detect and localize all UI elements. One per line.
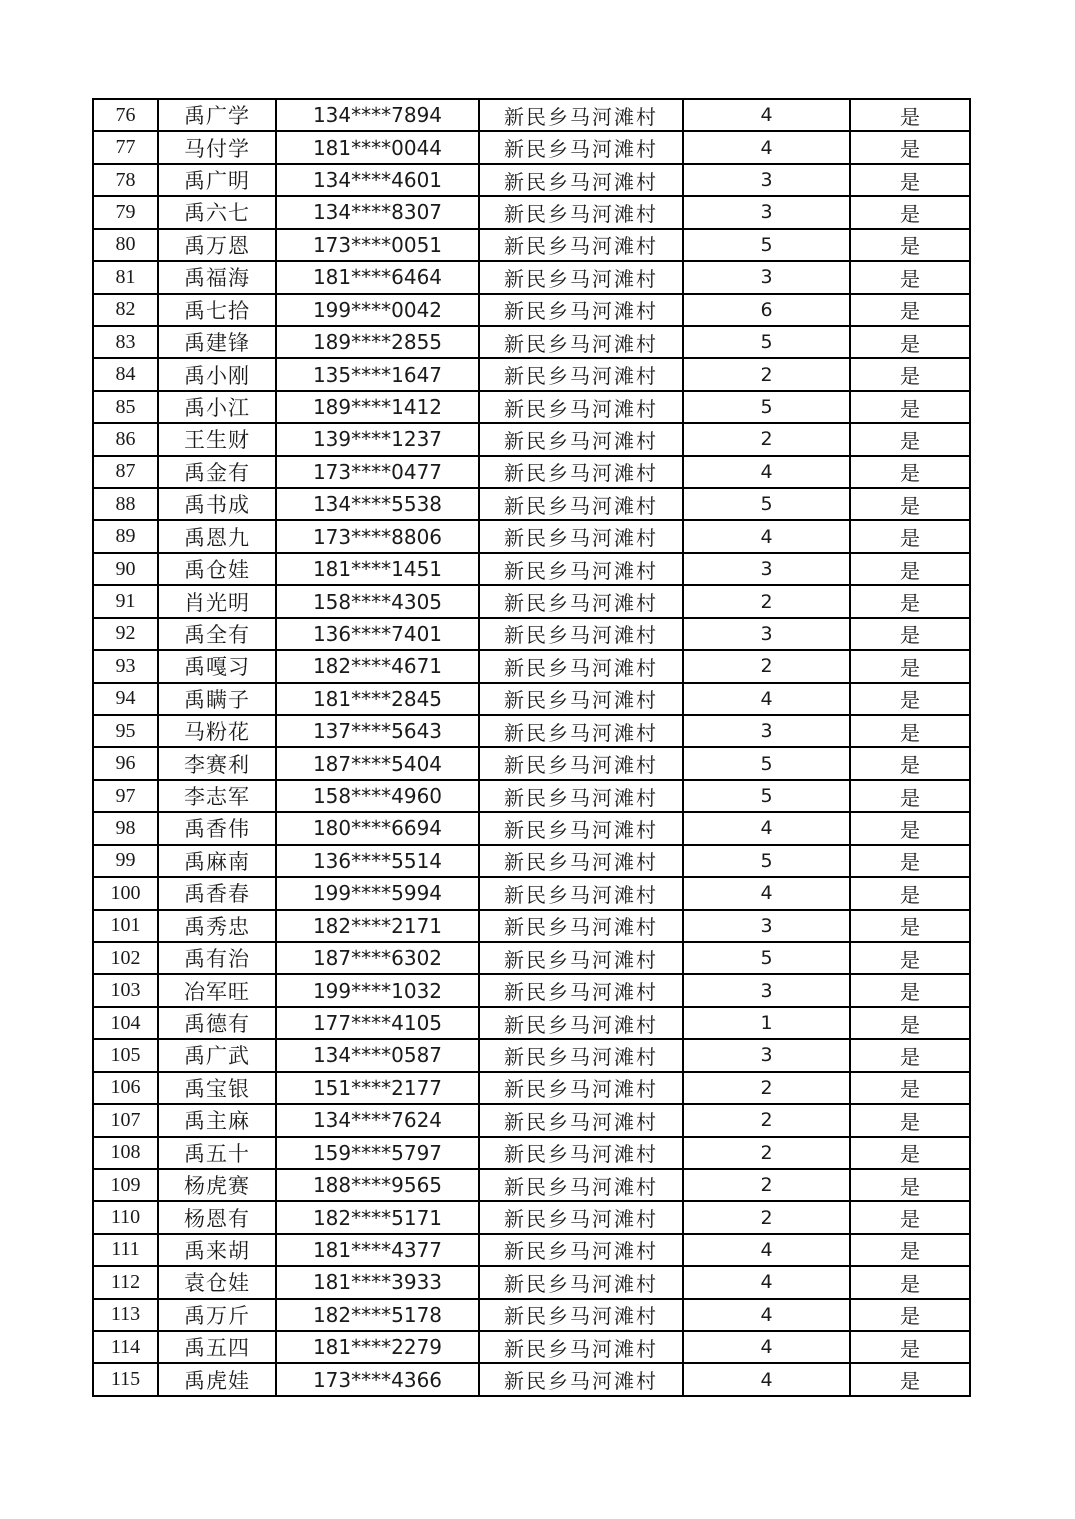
row-number-cell: 91 bbox=[93, 585, 158, 617]
row-number-cell: 87 bbox=[93, 456, 158, 488]
row-number-cell: 77 bbox=[93, 131, 158, 163]
phone-cell: 199****5994 bbox=[276, 877, 479, 909]
confirmed-cell: 是 bbox=[850, 326, 970, 358]
phone-cell: 182****5178 bbox=[276, 1299, 479, 1331]
row-number-cell: 109 bbox=[93, 1169, 158, 1201]
phone-cell: 134****0587 bbox=[276, 1039, 479, 1071]
village-cell: 新民乡马河滩村 bbox=[479, 715, 683, 747]
village-cell: 新民乡马河滩村 bbox=[479, 164, 683, 196]
row-number-cell: 113 bbox=[93, 1299, 158, 1331]
table-row bbox=[93, 1266, 970, 1298]
confirmed-cell: 是 bbox=[850, 650, 970, 682]
table-row bbox=[93, 488, 970, 520]
row-number-cell: 82 bbox=[93, 294, 158, 326]
confirmed-cell: 是 bbox=[850, 423, 970, 455]
table-row bbox=[93, 294, 970, 326]
phone-cell: 134****8307 bbox=[276, 196, 479, 228]
row-number-cell: 83 bbox=[93, 326, 158, 358]
phone-cell: 173****0051 bbox=[276, 229, 479, 261]
table-row bbox=[93, 99, 970, 131]
name-cell: 禹六七 bbox=[158, 196, 276, 228]
phone-cell: 137****5643 bbox=[276, 715, 479, 747]
table-row bbox=[93, 942, 970, 974]
row-number-cell: 93 bbox=[93, 650, 158, 682]
phone-cell: 136****7401 bbox=[276, 618, 479, 650]
confirmed-cell: 是 bbox=[850, 1234, 970, 1266]
confirmed-cell: 是 bbox=[850, 261, 970, 293]
name-cell: 禹金有 bbox=[158, 456, 276, 488]
household-size-cell: 5 bbox=[683, 942, 850, 974]
household-size-cell: 2 bbox=[683, 585, 850, 617]
phone-cell: 159****5797 bbox=[276, 1137, 479, 1169]
confirmed-cell: 是 bbox=[850, 812, 970, 844]
name-cell: 禹嘎习 bbox=[158, 650, 276, 682]
name-cell: 禹恩九 bbox=[158, 520, 276, 552]
confirmed-cell: 是 bbox=[850, 974, 970, 1006]
household-size-cell: 2 bbox=[683, 650, 850, 682]
household-size-cell: 5 bbox=[683, 780, 850, 812]
phone-cell: 199****1032 bbox=[276, 974, 479, 1006]
phone-cell: 181****1451 bbox=[276, 553, 479, 585]
name-cell: 禹瞒子 bbox=[158, 683, 276, 715]
phone-cell: 181****4377 bbox=[276, 1234, 479, 1266]
household-size-cell: 4 bbox=[683, 456, 850, 488]
table-row bbox=[93, 1201, 970, 1233]
village-cell: 新民乡马河滩村 bbox=[479, 326, 683, 358]
phone-cell: 134****7624 bbox=[276, 1104, 479, 1136]
village-cell: 新民乡马河滩村 bbox=[479, 520, 683, 552]
name-cell: 杨恩有 bbox=[158, 1201, 276, 1233]
confirmed-cell: 是 bbox=[850, 229, 970, 261]
confirmed-cell: 是 bbox=[850, 99, 970, 131]
name-cell: 袁仓娃 bbox=[158, 1266, 276, 1298]
name-cell: 冶军旺 bbox=[158, 974, 276, 1006]
table-row bbox=[93, 261, 970, 293]
confirmed-cell: 是 bbox=[850, 942, 970, 974]
table-row bbox=[93, 780, 970, 812]
confirmed-cell: 是 bbox=[850, 456, 970, 488]
table-row bbox=[93, 845, 970, 877]
village-cell: 新民乡马河滩村 bbox=[479, 99, 683, 131]
name-cell: 禹万恩 bbox=[158, 229, 276, 261]
table-row bbox=[93, 1137, 970, 1169]
row-number-cell: 90 bbox=[93, 553, 158, 585]
phone-cell: 188****9565 bbox=[276, 1169, 479, 1201]
confirmed-cell: 是 bbox=[850, 488, 970, 520]
resident-roster-table bbox=[92, 98, 971, 1397]
name-cell: 禹广明 bbox=[158, 164, 276, 196]
row-number-cell: 108 bbox=[93, 1137, 158, 1169]
table-row bbox=[93, 326, 970, 358]
phone-cell: 151****2177 bbox=[276, 1072, 479, 1104]
row-number-cell: 101 bbox=[93, 910, 158, 942]
confirmed-cell: 是 bbox=[850, 196, 970, 228]
table-row bbox=[93, 618, 970, 650]
village-cell: 新民乡马河滩村 bbox=[479, 423, 683, 455]
confirmed-cell: 是 bbox=[850, 1363, 970, 1396]
confirmed-cell: 是 bbox=[850, 1137, 970, 1169]
household-size-cell: 2 bbox=[683, 358, 850, 390]
household-size-cell: 3 bbox=[683, 196, 850, 228]
confirmed-cell: 是 bbox=[850, 294, 970, 326]
row-number-cell: 76 bbox=[93, 99, 158, 131]
confirmed-cell: 是 bbox=[850, 131, 970, 163]
phone-cell: 189****2855 bbox=[276, 326, 479, 358]
household-size-cell: 4 bbox=[683, 99, 850, 131]
table-row bbox=[93, 1072, 970, 1104]
phone-cell: 182****2171 bbox=[276, 910, 479, 942]
table-row bbox=[93, 520, 970, 552]
phone-cell: 139****1237 bbox=[276, 423, 479, 455]
phone-cell: 173****8806 bbox=[276, 520, 479, 552]
village-cell: 新民乡马河滩村 bbox=[479, 650, 683, 682]
phone-cell: 173****4366 bbox=[276, 1363, 479, 1396]
phone-cell: 187****5404 bbox=[276, 747, 479, 779]
household-size-cell: 3 bbox=[683, 164, 850, 196]
name-cell: 李志军 bbox=[158, 780, 276, 812]
confirmed-cell: 是 bbox=[850, 780, 970, 812]
household-size-cell: 4 bbox=[683, 1266, 850, 1298]
name-cell: 禹宝银 bbox=[158, 1072, 276, 1104]
household-size-cell: 5 bbox=[683, 488, 850, 520]
row-number-cell: 78 bbox=[93, 164, 158, 196]
name-cell: 禹麻南 bbox=[158, 845, 276, 877]
village-cell: 新民乡马河滩村 bbox=[479, 1039, 683, 1071]
name-cell: 禹广学 bbox=[158, 99, 276, 131]
household-size-cell: 4 bbox=[683, 812, 850, 844]
household-size-cell: 2 bbox=[683, 1169, 850, 1201]
table-row bbox=[93, 1331, 970, 1363]
row-number-cell: 86 bbox=[93, 423, 158, 455]
name-cell: 禹小江 bbox=[158, 391, 276, 423]
household-size-cell: 3 bbox=[683, 910, 850, 942]
village-cell: 新民乡马河滩村 bbox=[479, 358, 683, 390]
row-number-cell: 114 bbox=[93, 1331, 158, 1363]
name-cell: 禹建锋 bbox=[158, 326, 276, 358]
name-cell: 禹小刚 bbox=[158, 358, 276, 390]
row-number-cell: 96 bbox=[93, 747, 158, 779]
row-number-cell: 81 bbox=[93, 261, 158, 293]
household-size-cell: 3 bbox=[683, 618, 850, 650]
household-size-cell: 4 bbox=[683, 1299, 850, 1331]
table-row bbox=[93, 1007, 970, 1039]
confirmed-cell: 是 bbox=[850, 1104, 970, 1136]
row-number-cell: 115 bbox=[93, 1363, 158, 1396]
village-cell: 新民乡马河滩村 bbox=[479, 1234, 683, 1266]
confirmed-cell: 是 bbox=[850, 358, 970, 390]
name-cell: 肖光明 bbox=[158, 585, 276, 617]
row-number-cell: 97 bbox=[93, 780, 158, 812]
name-cell: 禹五四 bbox=[158, 1331, 276, 1363]
village-cell: 新民乡马河滩村 bbox=[479, 910, 683, 942]
household-size-cell: 3 bbox=[683, 1039, 850, 1071]
name-cell: 禹万斤 bbox=[158, 1299, 276, 1331]
confirmed-cell: 是 bbox=[850, 1299, 970, 1331]
name-cell: 禹香伟 bbox=[158, 812, 276, 844]
village-cell: 新民乡马河滩村 bbox=[479, 488, 683, 520]
village-cell: 新民乡马河滩村 bbox=[479, 1363, 683, 1396]
confirmed-cell: 是 bbox=[850, 618, 970, 650]
village-cell: 新民乡马河滩村 bbox=[479, 683, 683, 715]
phone-cell: 134****4601 bbox=[276, 164, 479, 196]
household-size-cell: 2 bbox=[683, 1201, 850, 1233]
row-number-cell: 106 bbox=[93, 1072, 158, 1104]
household-size-cell: 1 bbox=[683, 1007, 850, 1039]
table-row bbox=[93, 650, 970, 682]
village-cell: 新民乡马河滩村 bbox=[479, 1007, 683, 1039]
village-cell: 新民乡马河滩村 bbox=[479, 747, 683, 779]
village-cell: 新民乡马河滩村 bbox=[479, 618, 683, 650]
confirmed-cell: 是 bbox=[850, 164, 970, 196]
table-row bbox=[93, 456, 970, 488]
table-row bbox=[93, 715, 970, 747]
village-cell: 新民乡马河滩村 bbox=[479, 294, 683, 326]
name-cell: 禹秀忠 bbox=[158, 910, 276, 942]
village-cell: 新民乡马河滩村 bbox=[479, 131, 683, 163]
table-row bbox=[93, 423, 970, 455]
household-size-cell: 3 bbox=[683, 553, 850, 585]
row-number-cell: 112 bbox=[93, 1266, 158, 1298]
household-size-cell: 3 bbox=[683, 715, 850, 747]
household-size-cell: 5 bbox=[683, 326, 850, 358]
confirmed-cell: 是 bbox=[850, 1039, 970, 1071]
household-size-cell: 5 bbox=[683, 845, 850, 877]
table-row bbox=[93, 1234, 970, 1266]
household-size-cell: 2 bbox=[683, 1137, 850, 1169]
confirmed-cell: 是 bbox=[850, 877, 970, 909]
table-row bbox=[93, 812, 970, 844]
phone-cell: 135****1647 bbox=[276, 358, 479, 390]
name-cell: 杨虎赛 bbox=[158, 1169, 276, 1201]
confirmed-cell: 是 bbox=[850, 520, 970, 552]
village-cell: 新民乡马河滩村 bbox=[479, 877, 683, 909]
table-row bbox=[93, 1299, 970, 1331]
village-cell: 新民乡马河滩村 bbox=[479, 261, 683, 293]
phone-cell: 181****2845 bbox=[276, 683, 479, 715]
row-number-cell: 80 bbox=[93, 229, 158, 261]
phone-cell: 182****5171 bbox=[276, 1201, 479, 1233]
name-cell: 禹全有 bbox=[158, 618, 276, 650]
table-row bbox=[93, 164, 970, 196]
name-cell: 禹虎娃 bbox=[158, 1363, 276, 1396]
village-cell: 新民乡马河滩村 bbox=[479, 845, 683, 877]
confirmed-cell: 是 bbox=[850, 683, 970, 715]
confirmed-cell: 是 bbox=[850, 1169, 970, 1201]
name-cell: 禹德有 bbox=[158, 1007, 276, 1039]
row-number-cell: 111 bbox=[93, 1234, 158, 1266]
village-cell: 新民乡马河滩村 bbox=[479, 1104, 683, 1136]
name-cell: 禹书成 bbox=[158, 488, 276, 520]
village-cell: 新民乡马河滩村 bbox=[479, 1299, 683, 1331]
table-row bbox=[93, 877, 970, 909]
row-number-cell: 107 bbox=[93, 1104, 158, 1136]
row-number-cell: 85 bbox=[93, 391, 158, 423]
household-size-cell: 4 bbox=[683, 1331, 850, 1363]
phone-cell: 177****4105 bbox=[276, 1007, 479, 1039]
row-number-cell: 105 bbox=[93, 1039, 158, 1071]
village-cell: 新民乡马河滩村 bbox=[479, 553, 683, 585]
name-cell: 禹广武 bbox=[158, 1039, 276, 1071]
village-cell: 新民乡马河滩村 bbox=[479, 1331, 683, 1363]
table-row bbox=[93, 391, 970, 423]
row-number-cell: 94 bbox=[93, 683, 158, 715]
phone-cell: 136****5514 bbox=[276, 845, 479, 877]
phone-cell: 189****1412 bbox=[276, 391, 479, 423]
table-row bbox=[93, 747, 970, 779]
household-size-cell: 5 bbox=[683, 747, 850, 779]
village-cell: 新民乡马河滩村 bbox=[479, 1266, 683, 1298]
name-cell: 禹有治 bbox=[158, 942, 276, 974]
table-row bbox=[93, 131, 970, 163]
name-cell: 马粉花 bbox=[158, 715, 276, 747]
name-cell: 禹主麻 bbox=[158, 1104, 276, 1136]
household-size-cell: 4 bbox=[683, 1363, 850, 1396]
phone-cell: 180****6694 bbox=[276, 812, 479, 844]
phone-cell: 158****4305 bbox=[276, 585, 479, 617]
village-cell: 新民乡马河滩村 bbox=[479, 585, 683, 617]
row-number-cell: 99 bbox=[93, 845, 158, 877]
village-cell: 新民乡马河滩村 bbox=[479, 229, 683, 261]
village-cell: 新民乡马河滩村 bbox=[479, 1201, 683, 1233]
name-cell: 禹来胡 bbox=[158, 1234, 276, 1266]
phone-cell: 187****6302 bbox=[276, 942, 479, 974]
row-number-cell: 84 bbox=[93, 358, 158, 390]
confirmed-cell: 是 bbox=[850, 1007, 970, 1039]
row-number-cell: 92 bbox=[93, 618, 158, 650]
table-row bbox=[93, 553, 970, 585]
village-cell: 新民乡马河滩村 bbox=[479, 1137, 683, 1169]
village-cell: 新民乡马河滩村 bbox=[479, 942, 683, 974]
phone-cell: 181****6464 bbox=[276, 261, 479, 293]
phone-cell: 181****2279 bbox=[276, 1331, 479, 1363]
household-size-cell: 2 bbox=[683, 1072, 850, 1104]
village-cell: 新民乡马河滩村 bbox=[479, 196, 683, 228]
confirmed-cell: 是 bbox=[850, 391, 970, 423]
name-cell: 禹五十 bbox=[158, 1137, 276, 1169]
confirmed-cell: 是 bbox=[850, 553, 970, 585]
row-number-cell: 110 bbox=[93, 1201, 158, 1233]
phone-cell: 134****7894 bbox=[276, 99, 479, 131]
phone-cell: 173****0477 bbox=[276, 456, 479, 488]
household-size-cell: 3 bbox=[683, 261, 850, 293]
table-row bbox=[93, 1039, 970, 1071]
name-cell: 李赛利 bbox=[158, 747, 276, 779]
confirmed-cell: 是 bbox=[850, 1331, 970, 1363]
name-cell: 禹香春 bbox=[158, 877, 276, 909]
household-size-cell: 2 bbox=[683, 1104, 850, 1136]
phone-cell: 181****3933 bbox=[276, 1266, 479, 1298]
table-row bbox=[93, 1363, 970, 1396]
table-row bbox=[93, 910, 970, 942]
confirmed-cell: 是 bbox=[850, 910, 970, 942]
name-cell: 禹福海 bbox=[158, 261, 276, 293]
confirmed-cell: 是 bbox=[850, 1072, 970, 1104]
table-row bbox=[93, 196, 970, 228]
table-row bbox=[93, 974, 970, 1006]
row-number-cell: 89 bbox=[93, 520, 158, 552]
row-number-cell: 104 bbox=[93, 1007, 158, 1039]
village-cell: 新民乡马河滩村 bbox=[479, 812, 683, 844]
phone-cell: 181****0044 bbox=[276, 131, 479, 163]
phone-cell: 199****0042 bbox=[276, 294, 479, 326]
table-row bbox=[93, 229, 970, 261]
village-cell: 新民乡马河滩村 bbox=[479, 1072, 683, 1104]
table-row bbox=[93, 683, 970, 715]
row-number-cell: 79 bbox=[93, 196, 158, 228]
household-size-cell: 3 bbox=[683, 974, 850, 1006]
confirmed-cell: 是 bbox=[850, 1266, 970, 1298]
phone-cell: 134****5538 bbox=[276, 488, 479, 520]
table-row bbox=[93, 1104, 970, 1136]
table-row bbox=[93, 585, 970, 617]
row-number-cell: 95 bbox=[93, 715, 158, 747]
phone-cell: 158****4960 bbox=[276, 780, 479, 812]
table-row bbox=[93, 1169, 970, 1201]
confirmed-cell: 是 bbox=[850, 845, 970, 877]
phone-cell: 182****4671 bbox=[276, 650, 479, 682]
confirmed-cell: 是 bbox=[850, 747, 970, 779]
confirmed-cell: 是 bbox=[850, 1201, 970, 1233]
row-number-cell: 102 bbox=[93, 942, 158, 974]
table-row bbox=[93, 358, 970, 390]
household-size-cell: 4 bbox=[683, 1234, 850, 1266]
village-cell: 新民乡马河滩村 bbox=[479, 391, 683, 423]
row-number-cell: 100 bbox=[93, 877, 158, 909]
village-cell: 新民乡马河滩村 bbox=[479, 780, 683, 812]
household-size-cell: 4 bbox=[683, 877, 850, 909]
confirmed-cell: 是 bbox=[850, 585, 970, 617]
household-size-cell: 4 bbox=[683, 131, 850, 163]
village-cell: 新民乡马河滩村 bbox=[479, 456, 683, 488]
row-number-cell: 88 bbox=[93, 488, 158, 520]
household-size-cell: 5 bbox=[683, 229, 850, 261]
village-cell: 新民乡马河滩村 bbox=[479, 974, 683, 1006]
household-size-cell: 4 bbox=[683, 520, 850, 552]
name-cell: 禹仓娃 bbox=[158, 553, 276, 585]
name-cell: 禹七拾 bbox=[158, 294, 276, 326]
name-cell: 王生财 bbox=[158, 423, 276, 455]
household-size-cell: 6 bbox=[683, 294, 850, 326]
roster-table-body bbox=[93, 99, 970, 1396]
row-number-cell: 98 bbox=[93, 812, 158, 844]
household-size-cell: 5 bbox=[683, 391, 850, 423]
household-size-cell: 2 bbox=[683, 423, 850, 455]
row-number-cell: 103 bbox=[93, 974, 158, 1006]
village-cell: 新民乡马河滩村 bbox=[479, 1169, 683, 1201]
household-size-cell: 4 bbox=[683, 683, 850, 715]
name-cell: 马付学 bbox=[158, 131, 276, 163]
confirmed-cell: 是 bbox=[850, 715, 970, 747]
